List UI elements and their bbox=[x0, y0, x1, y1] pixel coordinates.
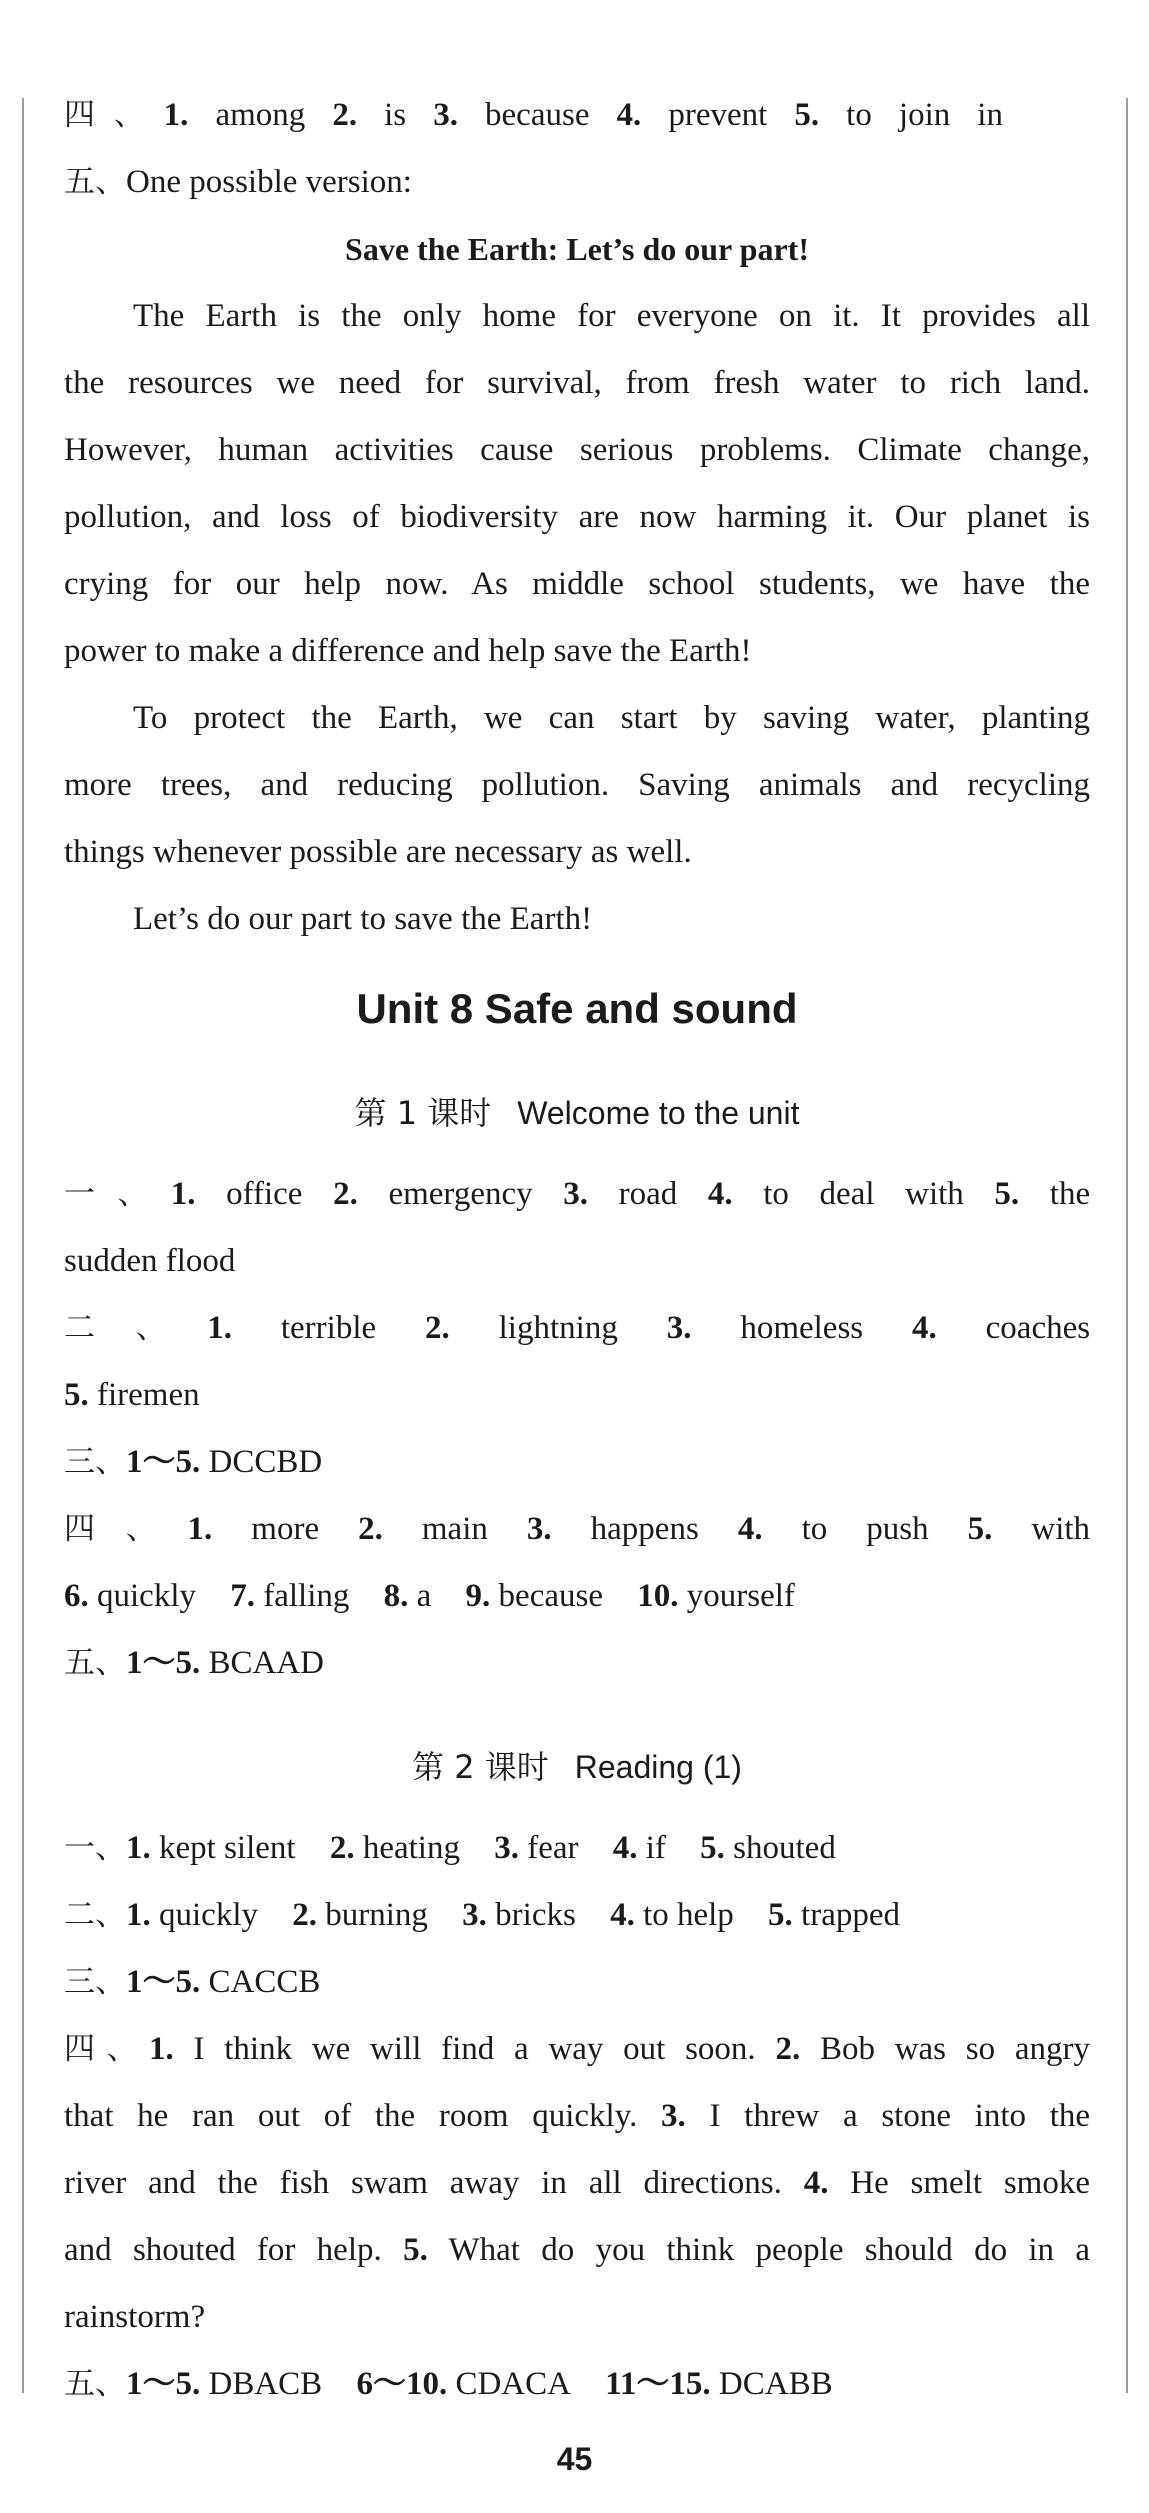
item-number: 4. bbox=[737, 1511, 763, 1547]
answer-text: bricks bbox=[495, 1897, 576, 1933]
essay-line: However, human activities cause serious problems. Climate change, bbox=[64, 432, 1090, 468]
answer-text: kept silent bbox=[159, 1830, 296, 1866]
answer-line-continued bbox=[64, 1228, 1090, 1295]
item-number: 1. bbox=[187, 1511, 213, 1547]
item-number: 5. bbox=[994, 1176, 1020, 1212]
essay-line: Let’s do our part to save the Earth! bbox=[133, 901, 593, 937]
item-number: 2. bbox=[358, 1511, 383, 1547]
essay-line: The Earth is the only home for everyone on it. It provides all bbox=[133, 298, 1090, 334]
answer-line-five bbox=[64, 1630, 1090, 1697]
item-number: 4. bbox=[707, 1176, 733, 1212]
section-label: 二、 bbox=[64, 1897, 126, 1933]
item-number: 1. bbox=[163, 97, 189, 133]
answer-text: to push bbox=[801, 1511, 929, 1547]
item-number: 6. bbox=[64, 1578, 89, 1614]
item-number: 4. bbox=[912, 1310, 937, 1346]
section-label: 四、 bbox=[64, 97, 164, 133]
section-label: 三、 bbox=[64, 1444, 126, 1480]
page-content bbox=[64, 82, 1090, 2418]
answer-line-continued bbox=[64, 2150, 1090, 2217]
answer-text: if bbox=[645, 1830, 666, 1866]
item-number: 2. bbox=[292, 1897, 317, 1933]
answer-text: road bbox=[618, 1176, 678, 1212]
answer-text: heating bbox=[362, 1830, 460, 1866]
item-number: 6～10. bbox=[356, 2366, 448, 2402]
answer-text: burning bbox=[325, 1897, 428, 1933]
answer-text: Bob was so angry bbox=[819, 2031, 1090, 2067]
right-border-line bbox=[1126, 98, 1128, 2393]
answer-text: because bbox=[485, 97, 590, 133]
section-label: 五、 bbox=[64, 1645, 126, 1681]
item-number: 3. bbox=[666, 1310, 692, 1346]
item-number: 1～5. bbox=[126, 1645, 201, 1681]
answer-text: a bbox=[416, 1578, 432, 1614]
unit-title: Unit 8 Safe and sound bbox=[356, 985, 798, 1032]
item-number: 2. bbox=[332, 97, 358, 133]
answer-text: BCAAD bbox=[208, 1645, 325, 1681]
answer-text: DCCBD bbox=[208, 1444, 323, 1480]
section-label: 四、 bbox=[64, 1511, 188, 1547]
answer-text: and shouted for help. bbox=[64, 2232, 382, 2268]
essay-line: crying for our help now. As middle school students, we have the bbox=[64, 566, 1090, 602]
answer-text: to deal with bbox=[763, 1176, 964, 1212]
answer-text: main bbox=[421, 1511, 488, 1547]
answer-text: fear bbox=[527, 1830, 579, 1866]
answer-text: to help bbox=[643, 1897, 734, 1933]
answer-line-three bbox=[64, 1949, 1090, 2016]
essay-line: pollution, and loss of biodiversity are now harming it. Our planet is bbox=[64, 499, 1090, 535]
answer-line-two bbox=[64, 1295, 1090, 1362]
answer-text: river and the fish swam away in all directions. bbox=[64, 2165, 782, 2201]
answer-text: the bbox=[1049, 1176, 1091, 1212]
item-number: 5. bbox=[967, 1511, 993, 1547]
answer-text: because bbox=[498, 1578, 603, 1614]
item-number: 2. bbox=[333, 1176, 358, 1212]
item-number: 1. bbox=[126, 1897, 151, 1933]
answer-text: CDACA bbox=[455, 2366, 571, 2402]
lesson-name: Welcome to the unit bbox=[517, 1095, 800, 1131]
answer-line-one bbox=[64, 1161, 1090, 1228]
answer-text: to join in bbox=[846, 97, 1003, 133]
item-number: 5. bbox=[403, 2232, 428, 2268]
answer-line-four bbox=[64, 2016, 1090, 2083]
answer-text: homeless bbox=[740, 1310, 864, 1346]
section-label: 一、 bbox=[64, 1830, 126, 1866]
answer-text: among bbox=[215, 97, 306, 133]
answer-text: DCABB bbox=[718, 2366, 833, 2402]
answer-text: What do you think people should do in a bbox=[448, 2232, 1090, 2268]
item-number: 3. bbox=[526, 1511, 552, 1547]
item-number: 1～5. bbox=[126, 2366, 201, 2402]
item-number: 5. bbox=[700, 1830, 725, 1866]
section-label: 四、 bbox=[64, 2031, 149, 2067]
item-number: 1. bbox=[207, 1310, 232, 1346]
item-number: 7. bbox=[230, 1578, 255, 1614]
answer-line-continued bbox=[64, 1563, 1090, 1630]
answer-line-four bbox=[64, 82, 1090, 149]
item-number: 1. bbox=[126, 1830, 151, 1866]
item-number: 2. bbox=[775, 2031, 801, 2067]
item-number: 1～5. bbox=[126, 1444, 201, 1480]
answer-text: He smelt smoke bbox=[850, 2165, 1090, 2201]
answer-text: One possible version: bbox=[126, 164, 412, 200]
answer-text: firemen bbox=[97, 1377, 200, 1413]
section-label: 二、 bbox=[64, 1310, 208, 1346]
answer-text: emergency bbox=[388, 1176, 533, 1212]
answer-text: trapped bbox=[801, 1897, 900, 1933]
lesson-title bbox=[64, 1065, 1090, 1161]
answer-text: with bbox=[1031, 1511, 1091, 1547]
item-number: 8. bbox=[383, 1578, 409, 1614]
answer-text: more bbox=[251, 1511, 320, 1547]
answer-text: happens bbox=[590, 1511, 699, 1547]
answer-line-five bbox=[64, 149, 1090, 216]
lesson-number: 第 2 课时 bbox=[412, 1748, 549, 1786]
essay-line: To protect the Earth, we can start by saving water, planting bbox=[133, 700, 1090, 736]
answer-line-three bbox=[64, 1429, 1090, 1496]
answer-line-continued bbox=[64, 1362, 1090, 1429]
section-label: 一、 bbox=[64, 1176, 171, 1212]
essay-line: power to make a difference and help save the Earth! bbox=[64, 633, 752, 669]
item-number: 11～15. bbox=[605, 2366, 711, 2402]
item-number: 3. bbox=[462, 1897, 487, 1933]
item-number: 5. bbox=[794, 97, 820, 133]
essay-line: more trees, and reducing pollution. Saving animals and recycling bbox=[64, 767, 1090, 803]
item-number: 3. bbox=[494, 1830, 519, 1866]
answer-text: office bbox=[226, 1176, 303, 1212]
essay-title: Save the Earth: Let’s do our part! bbox=[345, 231, 809, 267]
item-number: 4. bbox=[803, 2165, 829, 2201]
answer-text: CACCB bbox=[208, 1964, 321, 2000]
answer-text: quickly bbox=[159, 1897, 258, 1933]
answer-text: lightning bbox=[498, 1310, 618, 1346]
item-number: 10. bbox=[637, 1578, 679, 1614]
answer-text: terrible bbox=[280, 1310, 377, 1346]
answer-line-one bbox=[64, 1815, 1090, 1882]
section-label: 五、 bbox=[64, 164, 126, 200]
item-number: 5. bbox=[768, 1897, 793, 1933]
item-number: 3. bbox=[563, 1176, 588, 1212]
section-label: 五、 bbox=[64, 2366, 126, 2402]
item-number: 4. bbox=[612, 1830, 638, 1866]
item-number: 4. bbox=[616, 97, 642, 133]
answer-text: coaches bbox=[985, 1310, 1091, 1346]
section-label: 三、 bbox=[64, 1964, 126, 2000]
answer-line-five bbox=[64, 2351, 1090, 2418]
item-number: 1. bbox=[149, 2031, 174, 2067]
answer-line-four bbox=[64, 1496, 1090, 1563]
item-number: 5. bbox=[64, 1377, 89, 1413]
item-number: 2. bbox=[425, 1310, 450, 1346]
left-border-line bbox=[22, 98, 24, 2393]
answer-line-continued bbox=[64, 2083, 1090, 2150]
answer-text: yourself bbox=[686, 1578, 795, 1614]
answer-text: is bbox=[384, 97, 407, 133]
essay-line: the resources we need for survival, from fresh water to rich land. bbox=[64, 365, 1090, 401]
answer-text: DBACB bbox=[208, 2366, 323, 2402]
lesson-name: Reading (1) bbox=[574, 1749, 742, 1785]
essay-line: things whenever possible are necessary as well. bbox=[64, 834, 692, 870]
answer-line-continued bbox=[64, 2217, 1090, 2284]
item-number: 3. bbox=[433, 97, 458, 133]
lesson-number: 第 1 课时 bbox=[354, 1094, 492, 1132]
lesson-title bbox=[64, 1719, 1090, 1815]
answer-text: prevent bbox=[668, 97, 768, 133]
item-number: 3. bbox=[661, 2098, 686, 2134]
item-number: 1～5. bbox=[126, 1964, 201, 2000]
item-number: 4. bbox=[610, 1897, 635, 1933]
answer-text: I threw a stone into the bbox=[709, 2098, 1091, 2134]
item-number: 1. bbox=[170, 1176, 196, 1212]
item-number: 2. bbox=[329, 1830, 355, 1866]
item-number: 9. bbox=[465, 1578, 491, 1614]
answer-text: I think we will find a way out soon. bbox=[193, 2031, 756, 2067]
answer-line-continued bbox=[64, 2284, 1090, 2351]
page-number: 45 bbox=[556, 2441, 593, 2477]
answer-text: falling bbox=[263, 1578, 350, 1614]
answer-text: shouted bbox=[733, 1830, 836, 1866]
answer-text: rainstorm? bbox=[64, 2299, 206, 2335]
answer-text: quickly bbox=[97, 1578, 196, 1614]
answer-text: sudden flood bbox=[64, 1243, 236, 1279]
answer-line-two bbox=[64, 1882, 1090, 1949]
answer-text: that he ran out of the room quickly. bbox=[64, 2098, 638, 2134]
